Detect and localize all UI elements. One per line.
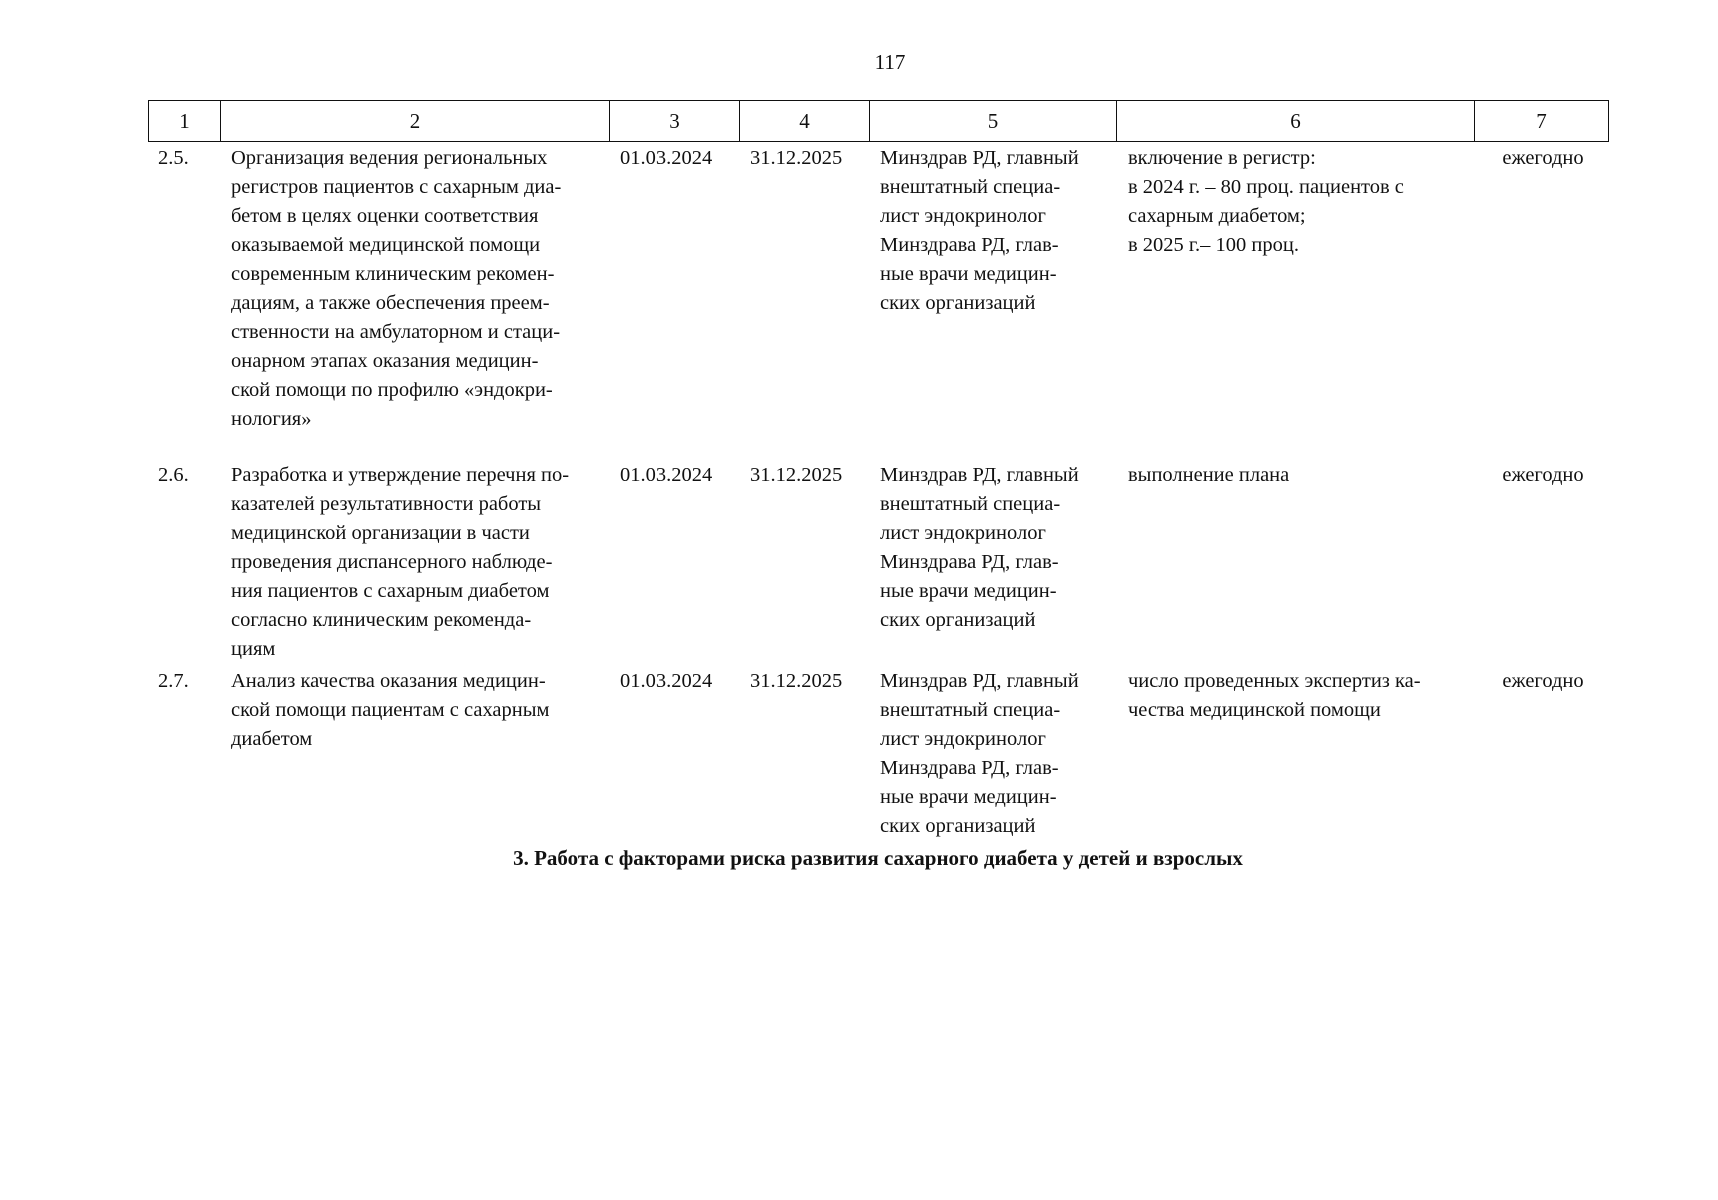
table-row-2-5: [148, 144, 1608, 444]
header-col-5: 5: [870, 101, 1117, 142]
responsible-line: Минздрав РД, главный: [880, 670, 1079, 692]
section-heading: 3. Работа с факторами риска развития сахарного диабета у детей и взрослых: [513, 846, 1243, 870]
result-line: сахарным диабетом;: [1128, 205, 1306, 227]
responsible-line: ских организаций: [880, 815, 1036, 837]
activity-line: медицинской организации в части: [231, 522, 530, 544]
responsible-line: ные врачи медицин-: [880, 580, 1057, 602]
header-col-6: 6: [1117, 101, 1475, 142]
expected-result: [1128, 461, 1458, 490]
frequency: ежегодно: [1502, 670, 1584, 692]
header-row: [149, 101, 1609, 142]
responsible-line: ских организаций: [880, 292, 1036, 314]
result-line: в 2024 г. – 80 проц. пациентов с: [1128, 176, 1404, 198]
responsible-line: ные врачи медицин-: [880, 263, 1057, 285]
activity-line: ния пациентов с сахарным диабетом: [231, 580, 550, 602]
activity-line: Организация ведения региональных: [231, 147, 548, 169]
activity-line: Разработка и утверждение перечня по-: [231, 464, 570, 486]
responsible-line: Минздрава РД, глав-: [880, 757, 1059, 779]
item-number: 2.5.: [158, 147, 189, 169]
page-number: 117: [874, 50, 906, 74]
header-col-3: 3: [610, 101, 740, 142]
activity-description: [231, 461, 601, 664]
start-date: 01.03.2024: [620, 147, 713, 169]
frequency: ежегодно: [1502, 147, 1584, 169]
responsible-line: Минздрав РД, главный: [880, 147, 1079, 169]
header-col-2: 2: [221, 101, 610, 142]
activity-line: Анализ качества оказания медицин-: [231, 670, 546, 692]
item-number: 2.6.: [158, 464, 189, 486]
activity-line: диабетом: [231, 728, 313, 750]
header-col-1: 1: [149, 101, 221, 142]
activity-line: проведения диспансерного наблюде-: [231, 551, 553, 573]
result-line: включение в регистр:: [1128, 147, 1316, 169]
responsible-parties: [880, 667, 1110, 841]
responsible-parties: [880, 461, 1110, 635]
responsible-line: Минздрава РД, глав-: [880, 234, 1059, 256]
activity-line: циям: [231, 638, 276, 660]
header-col-4: 4: [740, 101, 870, 142]
activity-line: нология»: [231, 408, 312, 430]
frequency: ежегодно: [1502, 464, 1584, 486]
responsible-line: ских организаций: [880, 609, 1036, 631]
activity-description: [231, 667, 601, 754]
item-number: 2.7.: [158, 670, 189, 692]
responsible-line: лист эндокринолог: [880, 205, 1046, 227]
start-date: 01.03.2024: [620, 670, 713, 692]
activity-line: ской помощи пациентам с сахарным: [231, 699, 550, 721]
activity-line: дациям, а также обеспечения преем-: [231, 292, 550, 314]
responsible-line: лист эндокринолог: [880, 522, 1046, 544]
activity-line: согласно клиническим рекоменда-: [231, 609, 532, 631]
end-date: 31.12.2025: [750, 670, 843, 692]
responsible-line: ные врачи медицин-: [880, 786, 1057, 808]
activity-line: бетом в целях оценки соответствия: [231, 205, 539, 227]
expected-result: [1128, 144, 1458, 260]
responsible-line: внештатный специа-: [880, 699, 1061, 721]
responsible-line: лист эндокринолог: [880, 728, 1046, 750]
activity-line: казателей результативности работы: [231, 493, 542, 515]
responsible-parties: [880, 144, 1110, 318]
activity-line: регистров пациентов с сахарным диа-: [231, 176, 562, 198]
responsible-line: Минздрав РД, главный: [880, 464, 1079, 486]
header-col-7: 7: [1475, 101, 1609, 142]
activity-line: современным клиническим рекомен-: [231, 263, 555, 285]
end-date: 31.12.2025: [750, 464, 843, 486]
responsible-line: Минздрава РД, глав-: [880, 551, 1059, 573]
result-line: выполнение плана: [1128, 464, 1290, 486]
end-date: 31.12.2025: [750, 147, 843, 169]
activity-line: онарном этапах оказания медицин-: [231, 350, 539, 372]
column-number-header: [148, 100, 1609, 142]
activity-line: оказываемой медицинской помощи: [231, 234, 541, 256]
expected-result: [1128, 667, 1458, 725]
result-line: в 2025 г.– 100 проц.: [1128, 234, 1299, 256]
responsible-line: внештатный специа-: [880, 176, 1061, 198]
activity-line: ственности на амбулаторном и стаци-: [231, 321, 561, 343]
result-line: число проведенных экспертиз ка-: [1128, 670, 1421, 692]
result-line: чества медицинской помощи: [1128, 699, 1381, 721]
responsible-line: внештатный специа-: [880, 493, 1061, 515]
activity-description: [231, 144, 601, 434]
start-date: 01.03.2024: [620, 464, 713, 486]
table-row-2-7: [148, 667, 1608, 967]
activity-line: ской помощи по профилю «эндокри-: [231, 379, 553, 401]
